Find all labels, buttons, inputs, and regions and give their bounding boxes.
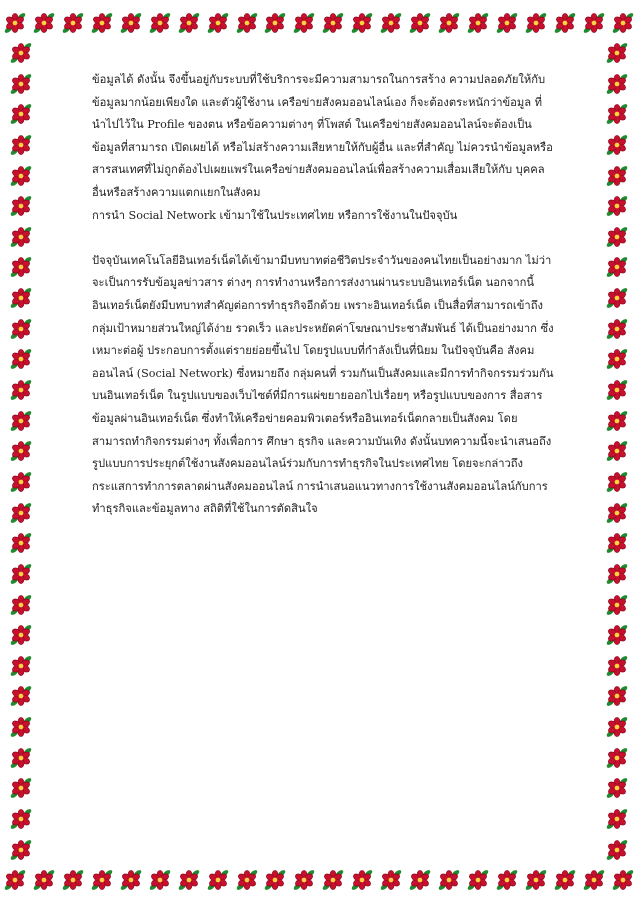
flower-icon xyxy=(467,869,489,891)
flower-icon xyxy=(10,379,32,401)
text-line: ข้อมูลผ่านอินเทอร์เน็ต ซึ่งทำให้เครือข่ายคอมพิวเตอร์หรืออินเทอร์เน็ตกลายเป็นสังคม โดย xyxy=(92,411,518,425)
flower-icon xyxy=(606,532,628,554)
flower-icon xyxy=(606,134,628,156)
flower-icon xyxy=(236,869,258,891)
flower-icon xyxy=(606,165,628,187)
flower-icon xyxy=(293,869,315,891)
flower-icon xyxy=(10,716,32,738)
flower-icon xyxy=(10,839,32,861)
paragraph-social-network xyxy=(92,250,554,521)
flower-icon xyxy=(606,103,628,125)
flower-icon xyxy=(207,869,229,891)
flower-icon xyxy=(606,716,628,738)
text-line: ออนไลน์ (Social Network) ซึ่งหมายถึง กลุ่มคนที่ รวมกันเป็นสังคมและมีการทำกิจกรรมร่วมกัน xyxy=(92,366,554,380)
paragraph-privacy xyxy=(92,69,554,205)
flower-icon xyxy=(606,624,628,646)
flower-icon xyxy=(178,12,200,34)
text-line: อินเทอร์เน็ตยังมีบทบาทสำคัญต่อการทำธุรกิจอีกด้วย เพราะอินเทอร์เน็ต เป็นสื่อที่สามารถเข้าถึง xyxy=(92,298,543,312)
flower-icon xyxy=(33,12,55,34)
flower-icon xyxy=(606,839,628,861)
text-line: กระแสการทำการตลาดผ่านสังคมออนไลน์ การนำเสนอแนวทางการใช้งานสังคมออนไลน์กับการ xyxy=(92,479,548,493)
document-body xyxy=(92,69,554,521)
flower-icon xyxy=(91,869,113,891)
flower-icon xyxy=(10,226,32,248)
flower-icon xyxy=(583,869,605,891)
flower-icon xyxy=(606,256,628,278)
flower-icon xyxy=(606,808,628,830)
text-line: สารสนเทศที่ไม่ถูกต้องไปเผยแพร่ในเครือข่ายสังคมออนไลน์เพื่อสร้างความเสื่อมเสียให้กับ บุคคล xyxy=(92,163,545,177)
flower-icon xyxy=(10,165,32,187)
flower-icon xyxy=(606,410,628,432)
text-line: ข้อมูลมากน้อยเพียงใด และตัวผู้ใช้งาน เครือข่ายสังคมออนไลน์เอง ก็จะต้องตระหนักว่าข้อมูล ที่ xyxy=(92,95,543,109)
flower-icon xyxy=(62,869,84,891)
flower-icon xyxy=(525,12,547,34)
text-line: ปัจจุบันเทคโนโลยีอินเทอร์เน็ตได้เข้ามามีบทบาทต่อชีวิตประจำวันของคนไทยเป็นอย่างมาก ไม่ว่า xyxy=(92,253,552,267)
flower-icon xyxy=(10,410,32,432)
flower-icon xyxy=(10,42,32,64)
flower-icon xyxy=(606,226,628,248)
flower-icon xyxy=(612,869,634,891)
flower-icon xyxy=(380,869,402,891)
flower-icon xyxy=(178,869,200,891)
flower-icon xyxy=(10,808,32,830)
flower-icon xyxy=(33,869,55,891)
flower-icon xyxy=(10,655,32,677)
text-line: บนอินเทอร์เน็ต ในรูปแบบของเว็บไซต์ที่มีการแผ่ขยายออกไปเรื่อยๆ หรือรูปแบบของการ สื่อสาร xyxy=(92,389,543,403)
flower-icon xyxy=(4,869,26,891)
text-line: ข้อมูลได้ ดังนั้น จึงขึ้นอยู่กับระบบที่ใช้บริการจะมีความสามารถในการสร้าง ความปลอดภัยให้กับ xyxy=(92,73,546,86)
flower-icon xyxy=(438,869,460,891)
flower-icon xyxy=(554,12,576,34)
flower-icon xyxy=(606,73,628,95)
flower-icon xyxy=(120,12,142,34)
flower-icon xyxy=(606,471,628,493)
flower-icon xyxy=(606,655,628,677)
flower-icon xyxy=(496,12,518,34)
flower-icon xyxy=(322,869,344,891)
flower-icon xyxy=(606,563,628,585)
flower-icon xyxy=(583,12,605,34)
flower-icon xyxy=(606,747,628,769)
flower-icon xyxy=(264,869,286,891)
flower-icon xyxy=(264,12,286,34)
flower-icon xyxy=(91,12,113,34)
flower-icon xyxy=(606,318,628,340)
flower-icon xyxy=(409,12,431,34)
flower-icon xyxy=(10,532,32,554)
flower-icon xyxy=(120,869,142,891)
flower-icon xyxy=(4,12,26,34)
flower-icon xyxy=(606,195,628,217)
flower-icon xyxy=(149,869,171,891)
text-line: จะเป็นการรับข้อมูลข่าวสาร ต่างๆ การทำงานหรือการส่งงานผ่านระบบอินเทอร์เน็ต นอกจากนี้ xyxy=(92,276,535,290)
flower-icon xyxy=(10,471,32,493)
text-line: กลุ่มเป้าหมายส่วนใหญ่ได้ง่าย รวดเร็ว และประหยัดค่าโฆษณาประชาสัมพันธ์ ได้เป็นอย่างมาก ซึ่ง xyxy=(92,321,554,335)
flower-icon xyxy=(10,318,32,340)
flower-icon xyxy=(606,348,628,370)
flower-icon xyxy=(438,12,460,34)
flower-icon xyxy=(149,12,171,34)
text-line: นำไปไว้ใน Profile ของตน หรือข้อความต่างๆ ที่โพสต์ ในเครือข่ายสังคมออนไลน์จะต้องเป็น xyxy=(92,118,532,132)
flower-icon xyxy=(10,624,32,646)
flower-icon xyxy=(207,12,229,34)
section-heading: การนำ Social Network เข้ามาใช้ในประเทศไทย หรือการใช้งานในปัจจุบัน xyxy=(92,208,458,222)
flower-icon xyxy=(606,379,628,401)
text-line: สามารถทำกิจกรรมต่างๆ ทั้งเพื่อการ ศึกษา ธุรกิจ และความบันเทิง ดังนั้นบทความนี้จะนำเสนอถึง xyxy=(92,434,552,448)
flower-icon xyxy=(525,869,547,891)
flower-icon xyxy=(10,195,32,217)
flower-icon xyxy=(409,869,431,891)
flower-icon xyxy=(10,103,32,125)
flower-icon xyxy=(554,869,576,891)
right-flower-border xyxy=(600,42,634,861)
flower-icon xyxy=(10,563,32,585)
flower-icon xyxy=(606,685,628,707)
text-line: อื่นหรือสร้างความแตกแยกในสังคม xyxy=(92,185,261,199)
flower-icon xyxy=(10,747,32,769)
text-line: ทำธุรกิจและข้อมูลทาง สถิติที่ใช้ในการตัดสินใจ xyxy=(92,502,318,516)
flower-icon xyxy=(496,869,518,891)
flower-icon xyxy=(10,73,32,95)
flower-icon xyxy=(606,287,628,309)
flower-icon xyxy=(606,502,628,524)
flower-icon xyxy=(10,777,32,799)
left-flower-border xyxy=(4,42,38,861)
flower-icon xyxy=(380,12,402,34)
text-line: เหมาะต่อผู้ ประกอบการตั้งแต่รายย่อยขึ้นไป โดยรูปแบบที่กำลังเป็นที่นิยม ในปัจจุบันคือ สังคม xyxy=(92,344,535,358)
flower-icon xyxy=(10,256,32,278)
flower-icon xyxy=(612,12,634,34)
bottom-flower-border xyxy=(4,863,634,897)
flower-icon xyxy=(293,12,315,34)
flower-icon xyxy=(62,12,84,34)
text-line: ข้อมูลที่สามารถ เปิดเผยได้ หรือไม่สร้างความเสียหายให้กับผู้อื่น และที่สำคัญ ไม่ควรนำข้อมูลหรือ xyxy=(92,140,553,154)
blank-line xyxy=(92,227,554,250)
flower-icon xyxy=(606,777,628,799)
flower-icon xyxy=(10,502,32,524)
flower-icon xyxy=(10,594,32,616)
flower-icon xyxy=(606,594,628,616)
text-line: รูปแบบการประยุกต์ใช้งานสังคมออนไลน์ร่วมกับการทำธุรกิจในประเทศไทย โดยจะกล่าวถึง xyxy=(92,457,524,471)
flower-icon xyxy=(467,12,489,34)
flower-icon xyxy=(236,12,258,34)
flower-icon xyxy=(606,440,628,462)
top-flower-border xyxy=(4,6,634,40)
flower-icon xyxy=(10,287,32,309)
flower-icon xyxy=(10,685,32,707)
flower-icon xyxy=(606,42,628,64)
flower-icon xyxy=(351,869,373,891)
flower-icon xyxy=(10,440,32,462)
flower-icon xyxy=(10,134,32,156)
flower-icon xyxy=(351,12,373,34)
flower-icon xyxy=(322,12,344,34)
flower-icon xyxy=(10,348,32,370)
